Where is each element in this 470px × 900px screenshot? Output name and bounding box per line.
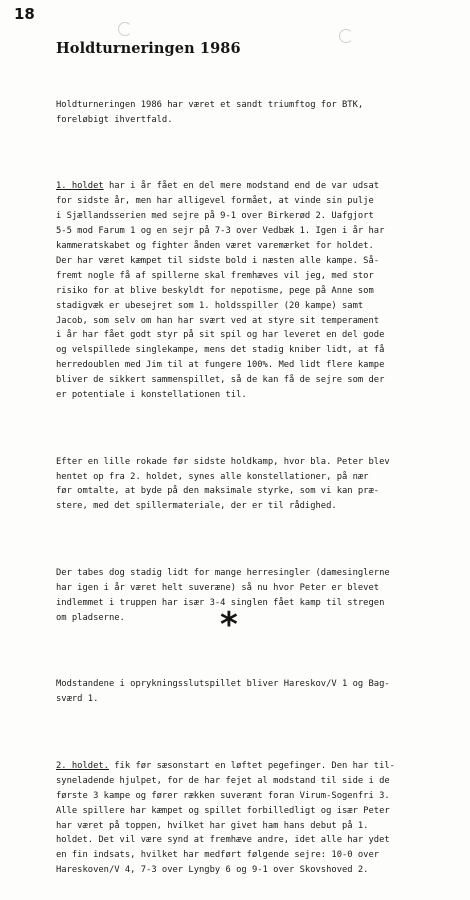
text-line: for sidste år, men har alligevel formået, at vinde sin pulje	[56, 196, 374, 207]
text-line: risiko for at blive beskyldt for nepotisme, pege på Anne som	[56, 285, 374, 296]
text-line: fik før sæsonstart en løftet pegefinger. Den har til-	[108, 760, 395, 771]
text-line: holdet. Det vil være synd at fremhæve andre, idet alle har ydet	[56, 835, 390, 846]
punch-hole-mark	[339, 29, 353, 43]
text-line: Der har været kæmpet til sidste bold i næsten alle kampe. Så-	[56, 255, 380, 266]
text-line: en fin indsats, hvilket har medført følgende sejre: 10-0 over	[56, 850, 380, 861]
text-line: før omtalte, at byde på den maksimale styrke, som vi kan præ-	[56, 486, 380, 497]
paragraph	[56, 566, 456, 626]
text-line: Holdturneringen 1986 har været et sandt triumftog for BTK,	[56, 99, 364, 110]
text-line: og velspillede singlekampe, mens det stadig kniber lidt, at få	[56, 345, 385, 356]
text-line: har i år fået en del mere modstand end de var udsat	[103, 181, 380, 192]
punch-hole-mark	[118, 22, 132, 36]
text-line: fremt nogle få af spillerne skal fremhæves vil jeg, med stor	[56, 270, 374, 281]
text-line: Modstandene i oprykningsslutspillet bliver Hareskov/V 1 og Bag-	[56, 679, 390, 690]
text-line: stere, med det spillermateriale, der er til rådighed.	[56, 501, 337, 512]
text-line: Hareskoven/V 4, 7-3 over Lyngby 6 og 9-1 over Skovshoved 2.	[56, 865, 369, 876]
text-line: i Sjællandsserien med sejre på 9-1 over Birkerød 2. Uafgjort	[56, 211, 374, 222]
paragraph	[56, 677, 456, 707]
text-line: Efter en lille rokade før sidste holdkamp, hvor bla. Peter blev	[56, 456, 390, 467]
section-first-team	[56, 179, 456, 403]
text-line: Jacob, som selv om han har svært ved at styre sit temperament	[56, 315, 380, 326]
text-line: foreløbigt ihvertfald.	[56, 114, 173, 125]
article-body	[56, 68, 456, 900]
intro-paragraph	[56, 98, 456, 128]
text-line: første 3 kampe og fører rækken suverænt foran Virum-Sogenfri 3.	[56, 790, 390, 801]
text-line: om pladserne.	[56, 612, 125, 623]
text-line: sværd 1.	[56, 694, 99, 705]
end-asterisk: *	[220, 605, 238, 645]
text-line: bliver de sikkert sammenspillet, så de kan få de sejre som der	[56, 375, 385, 386]
text-line: Der tabes dog stadig lidt for mange herresingler (damesinglerne	[56, 568, 390, 578]
text-line: indlemmet i truppen har især 3-4 singlen fået kamp til stregen	[56, 597, 385, 608]
article-title: Holdturneringen 1986	[56, 40, 241, 57]
section-second-team	[56, 759, 456, 878]
text-line: er potentiale i konstellationen til.	[56, 390, 247, 401]
section-heading: 1. holdet	[56, 181, 104, 192]
text-line: i år har fået godt styr på sit spil og har leveret en del gode	[56, 330, 385, 341]
section-heading: 2. holdet.	[56, 760, 109, 771]
text-line: Alle spillere har kæmpet og spillet forbilledligt og især Peter	[56, 805, 390, 816]
text-line: herredoublen med Jim til at fungere 100%. Med lidt flere kampe	[56, 360, 385, 371]
text-line: har været på toppen, hvilket har givet ham hans debut på 1.	[56, 820, 369, 831]
text-line: syneladende hjulpet, for de har fejet al modstand til side i de	[56, 775, 390, 786]
text-line: kammeratskabet og fighter ånden været varemærket for holdet.	[56, 240, 374, 251]
text-line: stadigvæk er ubesejret som 1. holdsspiller (20 kampe) samt	[56, 300, 364, 311]
paragraph	[56, 455, 456, 515]
text-line: har igen i år været helt suveræne) så nu hvor Peter er blevet	[56, 582, 380, 593]
page-number: 18	[14, 5, 35, 23]
text-line: hentet op fra 2. holdet, synes alle konstellationer, på nær	[56, 471, 369, 482]
text-line: 5-5 mod Farum 1 og en sejr på 7-3 over Vedbæk 1. Igen i år har	[56, 226, 385, 237]
